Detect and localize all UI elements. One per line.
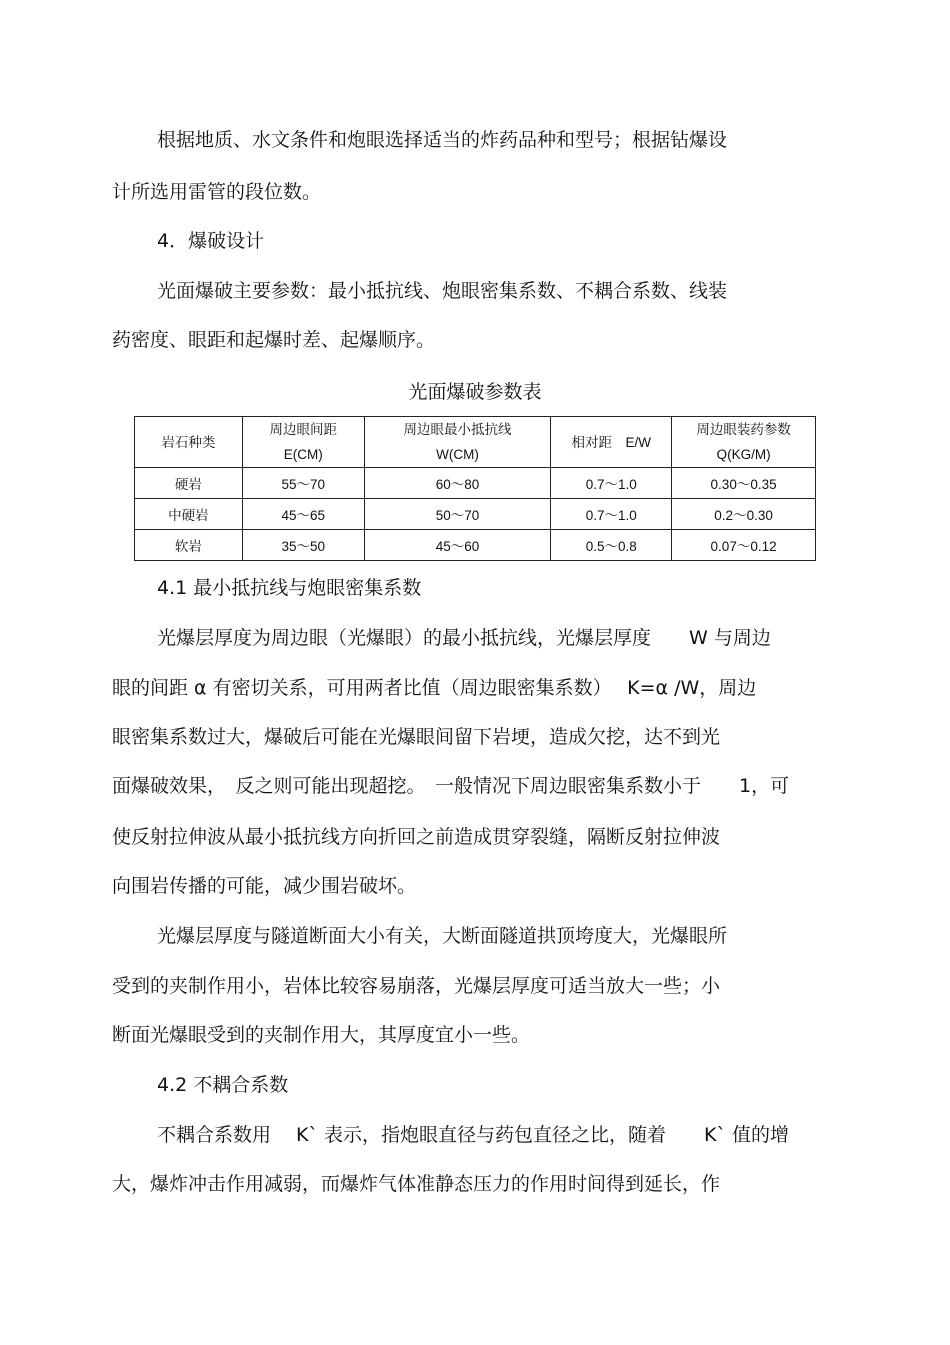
header-cell: 相对距 E/W (551, 417, 672, 468)
table-cell: 硬岩 (135, 468, 243, 499)
table-cell: 0.5～0.8 (551, 530, 672, 561)
table-row (135, 499, 816, 530)
header-cell: 周边眼最小抵抗线 W(CM) (364, 417, 551, 468)
paragraph-line: 受到的夹制作用小，岩体比较容易崩落，光爆层厚度可适当放大一些；小 (112, 975, 721, 997)
paragraph-line: 面爆破效果， 反之则可能出现超挖。 一般情况下周边眼密集系数小于 1，可 (112, 775, 790, 797)
paragraph-line: 不耦合系数用 K` 表示，指炮眼直径与药包直径之比，随着 K` 值的增 (157, 1124, 790, 1146)
table-cell: 45～65 (242, 499, 364, 530)
paragraph-line: 光爆层厚度与隧道断面大小有关，大断面隧道拱顶垮度大，光爆眼所 (157, 925, 728, 947)
table-cell: 0.7～1.0 (551, 468, 672, 499)
paragraph-line: 计所选用雷管的段位数。 (112, 181, 322, 203)
paragraph-line: 向围岩传播的可能，减少围岩破坏。 (112, 875, 417, 897)
table-caption: 光面爆破参数表 (408, 381, 542, 403)
table-cell: 0.07～0.12 (672, 530, 816, 561)
paragraph-line: 光面爆破主要参数：最小抵抗线、炮眼密集系数、不耦合系数、线装 (157, 280, 728, 302)
paragraph-line: 断面光爆眼受到的夹制作用大，其厚度宜小一些。 (112, 1024, 531, 1046)
table-header-row (135, 417, 816, 468)
table-row (135, 530, 816, 561)
table-row (135, 468, 816, 499)
paragraph-line: 眼密集系数过大，爆破后可能在光爆眼间留下岩埂，造成欠挖，达不到光 (112, 726, 721, 748)
table-cell: 软岩 (135, 530, 243, 561)
header-cell: 周边眼间距 E(CM) (242, 417, 364, 468)
section-heading: 4．爆破设计 (157, 230, 265, 252)
table-cell: 0.7～1.0 (551, 499, 672, 530)
header-cell: 周边眼装药参数 Q(KG/M) (672, 417, 816, 468)
paragraph-line: 药密度、眼距和起爆时差、起爆顺序。 (112, 329, 436, 351)
parameter-table (134, 416, 816, 561)
paragraph-line: 眼的间距 α 有密切关系，可用两者比值（周边眼密集系数） K=α /W，周边 (112, 677, 757, 699)
table-cell: 中硬岩 (135, 499, 243, 530)
section-heading: 4.2 不耦合系数 (157, 1074, 289, 1096)
section-heading: 4.1 最小抵抗线与炮眼密集系数 (157, 577, 422, 599)
table-cell: 50～70 (364, 499, 551, 530)
paragraph-line: 使反射拉伸波从最小抵抗线方向折回之前造成贯穿裂缝，隔断反射拉伸波 (112, 826, 721, 848)
table-cell: 0.30～0.35 (672, 468, 816, 499)
table-cell: 35～50 (242, 530, 364, 561)
table-cell: 0.2～0.30 (672, 499, 816, 530)
table-cell: 45～60 (364, 530, 551, 561)
table-cell: 60～80 (364, 468, 551, 499)
paragraph-line: 光爆层厚度为周边眼（光爆眼）的最小抵抗线，光爆层厚度 W 与周边 (157, 627, 771, 649)
header-cell: 岩石种类 (135, 417, 243, 468)
paragraph-line: 根据地质、水文条件和炮眼选择适当的炸药品种和型号；根据钻爆设 (157, 129, 728, 151)
table-cell: 55～70 (242, 468, 364, 499)
paragraph-line: 大，爆炸冲击作用减弱，而爆炸气体准静态压力的作用时间得到延长，作 (112, 1173, 721, 1195)
